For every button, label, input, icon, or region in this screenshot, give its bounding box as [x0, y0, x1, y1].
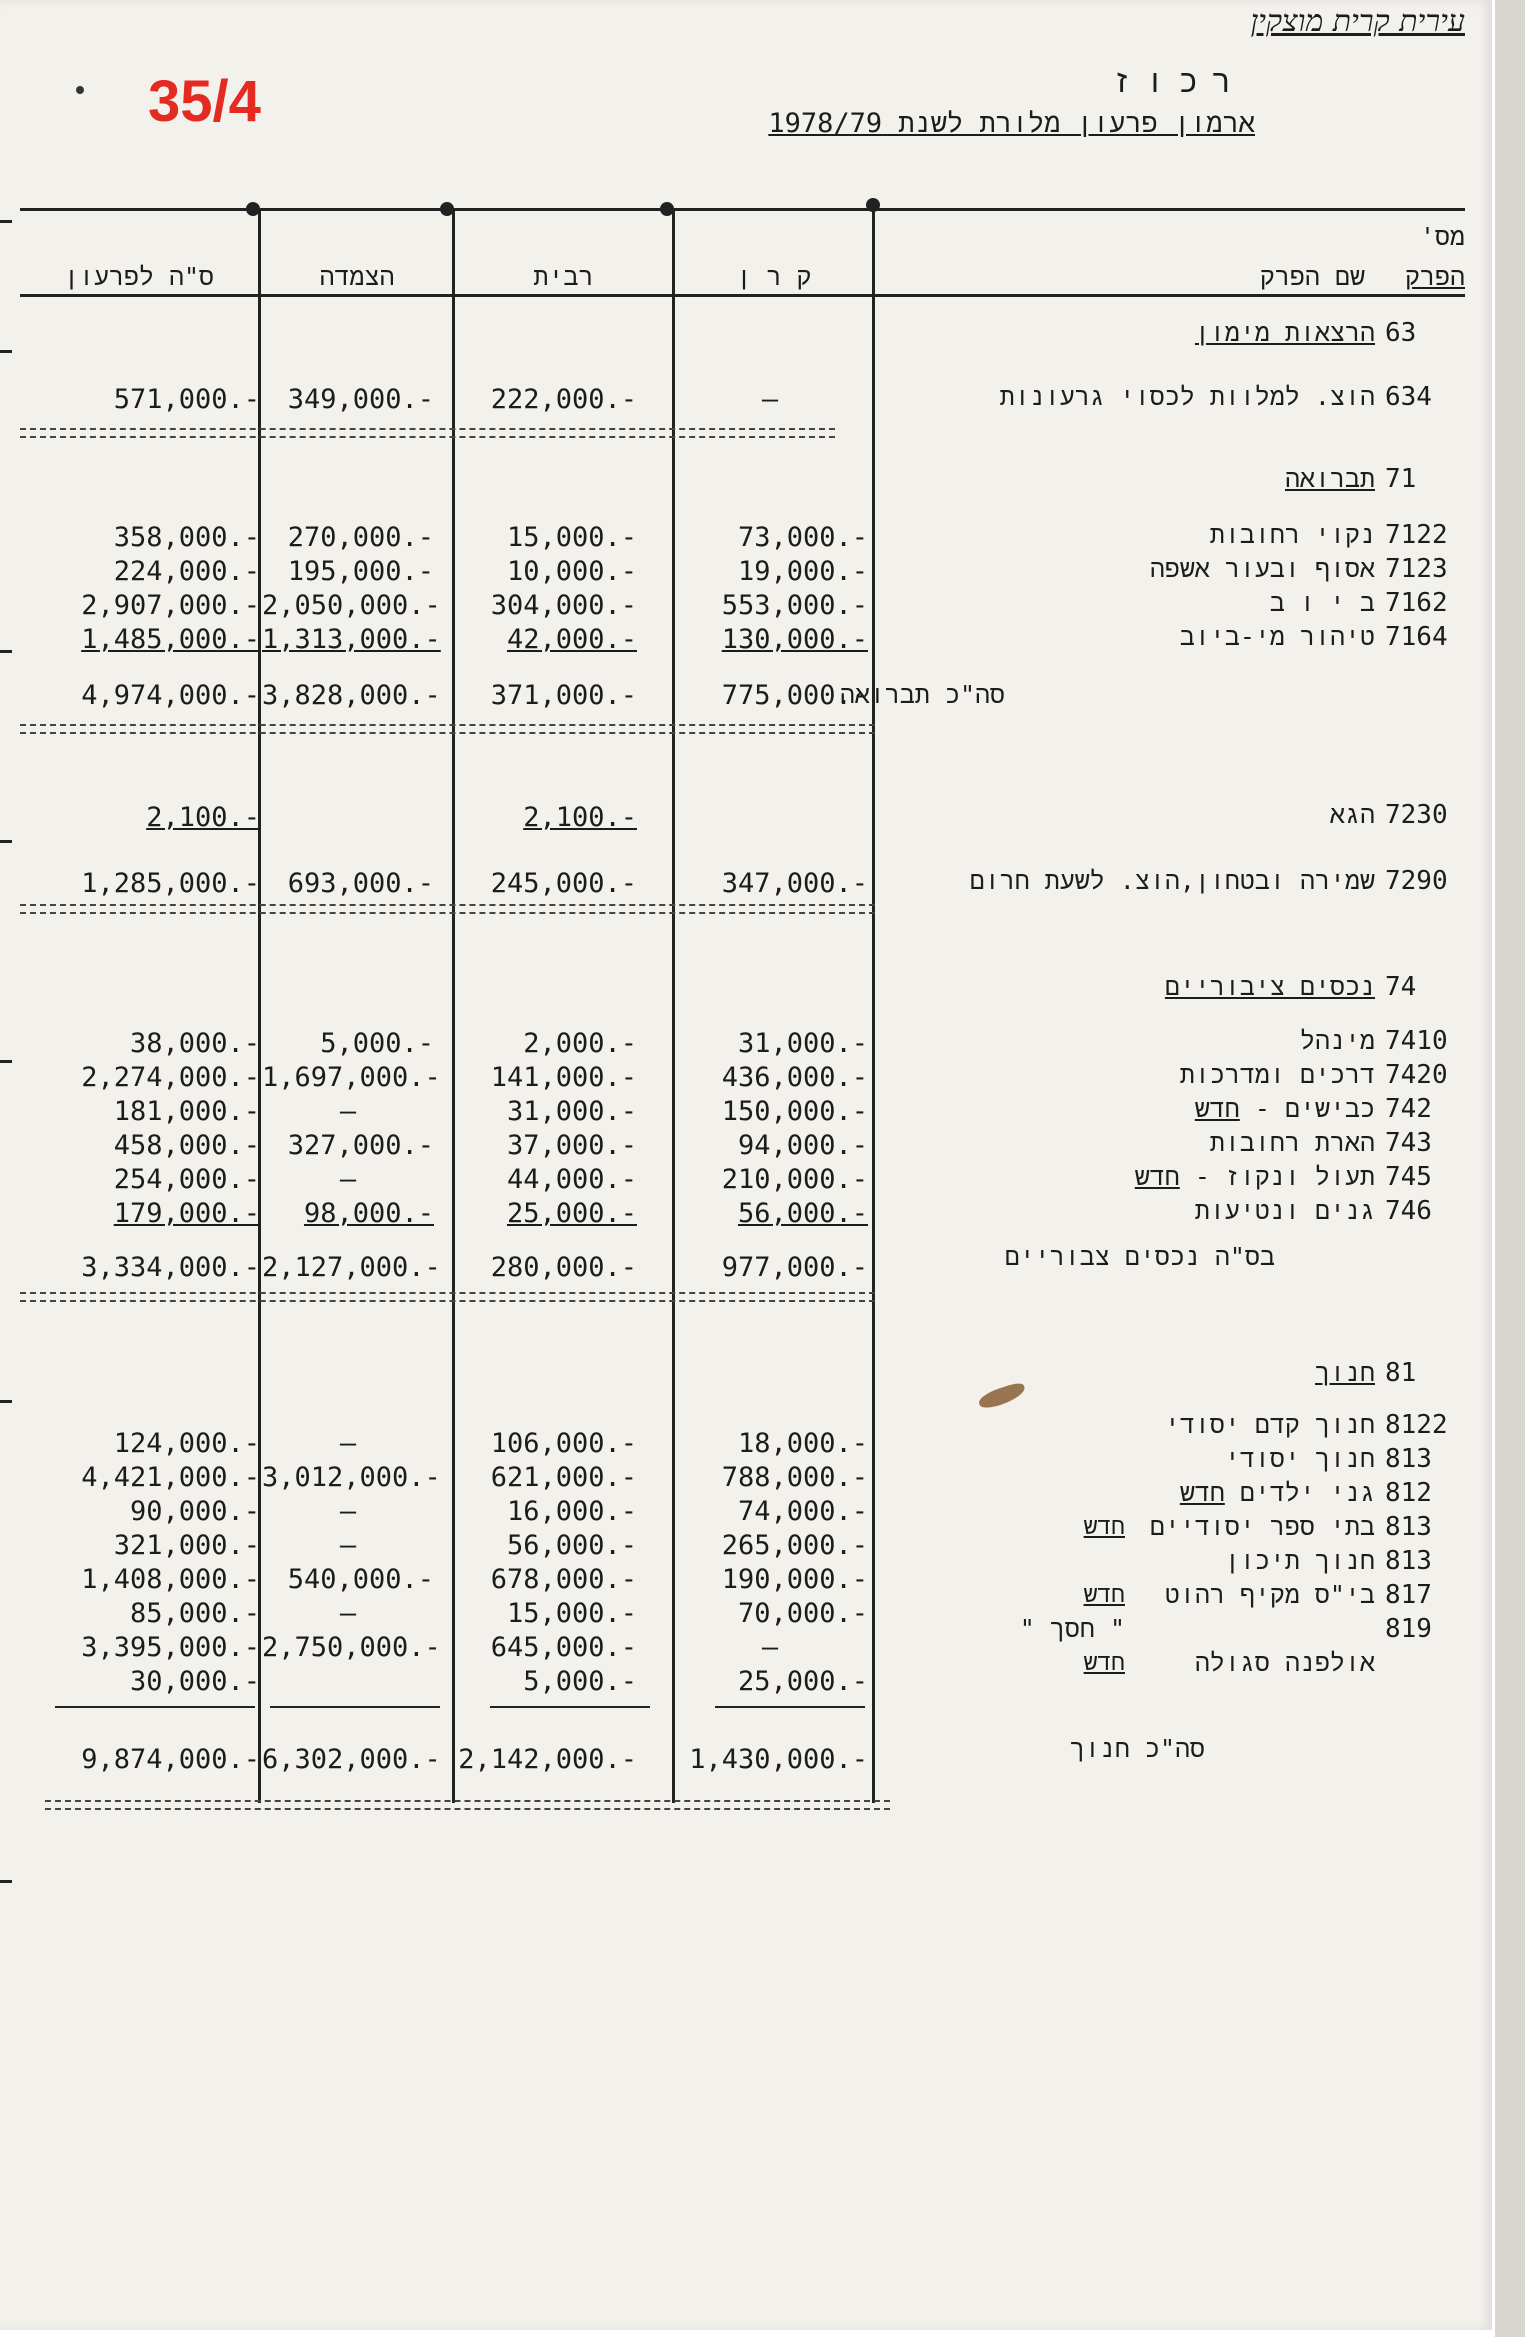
double-rule — [20, 904, 875, 914]
row-code: 813 — [1385, 1546, 1432, 1576]
header-bottom-rule — [20, 294, 1465, 297]
binding-mark — [0, 350, 12, 353]
row-code: 743 — [1385, 1128, 1432, 1158]
cell-principal: 210,000.- — [721, 1164, 868, 1195]
cell-attached: 270,000.- — [287, 522, 434, 553]
section-title: הרצאות מימון — [1194, 318, 1375, 347]
row-code: 63 — [1385, 318, 1417, 348]
row-name: הגא — [1329, 800, 1375, 829]
cell-interest: 42,000.- — [506, 624, 637, 655]
cell-total: 3,334,000.- — [81, 1252, 260, 1283]
cell-interest: 106,000.- — [490, 1428, 637, 1459]
row-code: 812 — [1385, 1478, 1432, 1508]
cell-total: 1,408,000.- — [81, 1564, 260, 1595]
cell-total: 4,974,000.- — [81, 680, 260, 711]
cell-total: 2,907,000.- — [81, 590, 260, 621]
cell-attached: 1,313,000.- — [262, 624, 441, 655]
row-code: 817 — [1385, 1580, 1432, 1610]
row-code: 71 — [1385, 464, 1417, 494]
cell-principal: 788,000.- — [721, 1462, 868, 1493]
cell-principal: 18,000.- — [737, 1428, 868, 1459]
cell-attached: 3,828,000.- — [262, 680, 441, 711]
cell-attached: 2,750,000.- — [262, 1632, 441, 1663]
row-name — [1195, 1094, 1375, 1125]
cell-principal: 553,000.- — [721, 590, 868, 621]
subtotal-label: סה"כ חנוך — [1069, 1734, 1205, 1763]
cell-total: 38,000.- — [129, 1028, 260, 1059]
cell-total: 9,874,000.- — [81, 1744, 260, 1775]
cell-interest: 141,000.- — [490, 1062, 637, 1093]
sum-rule — [490, 1706, 650, 1708]
subtotal-label: בס"ה נכסים צבוריים — [1004, 1242, 1275, 1271]
row-code: 7290 — [1385, 866, 1448, 896]
divider-knob — [246, 202, 260, 216]
row-name: הארת רחובות — [1209, 1128, 1375, 1157]
cell-total: 458,000.- — [113, 1130, 260, 1161]
cell-interest: 10,000.- — [506, 556, 637, 587]
row-name: הוצ. למלוות לכסוי גרעונות — [999, 382, 1375, 411]
cell-principal: 775,000.- — [721, 680, 868, 711]
cell-principal: 19,000.- — [737, 556, 868, 587]
divider-knob — [866, 198, 880, 212]
cell-attached: 349,000.- — [287, 384, 434, 415]
cell-interest: 304,000.- — [490, 590, 637, 621]
cell-principal: — — [761, 384, 779, 415]
cell-total: 30,000.- — [129, 1666, 260, 1697]
row-name: אסוף ובעור אשפה — [1149, 554, 1375, 583]
cell-principal: 1,430,000.- — [689, 1744, 868, 1775]
cell-interest: 2,100.- — [523, 802, 637, 833]
sum-rule — [55, 1706, 255, 1708]
cell-total: 321,000.- — [113, 1530, 260, 1561]
cell-attached: 6,302,000.- — [262, 1744, 441, 1775]
section-title: תברואה — [1284, 464, 1375, 493]
row-code: 7410 — [1385, 1026, 1448, 1056]
row-name: ב י ו ב — [1269, 588, 1375, 617]
cell-interest: 371,000.- — [490, 680, 637, 711]
new-marker: חדש — [1179, 1478, 1225, 1507]
cell-attached: 693,000.- — [287, 868, 434, 899]
cell-interest: 280,000.- — [490, 1252, 637, 1283]
binding-mark — [0, 1400, 12, 1403]
cell-total: 124,000.- — [113, 1428, 260, 1459]
binding-mark — [0, 1880, 12, 1883]
folio-stamp: 35/4 — [148, 69, 261, 134]
row-name: דרכים ומדרכות — [1179, 1060, 1375, 1089]
cell-principal: 190,000.- — [721, 1564, 868, 1595]
cell-principal: 94,000.- — [737, 1130, 868, 1161]
cell-total: 1,485,000.- — [81, 624, 260, 655]
cell-interest: 56,000.- — [506, 1530, 637, 1561]
double-rule — [45, 1800, 890, 1810]
cell-interest: 16,000.- — [506, 1496, 637, 1527]
cell-principal: 150,000.- — [721, 1096, 868, 1127]
cell-total: 254,000.- — [113, 1164, 260, 1195]
row-name: טיהור מי-ביוב — [1179, 622, 1375, 651]
cell-principal: 74,000.- — [737, 1496, 868, 1527]
table-top-rule — [20, 208, 1465, 211]
cell-attached: 2,127,000.- — [262, 1252, 441, 1283]
cell-principal: 130,000.- — [721, 624, 868, 655]
cell-interest: 37,000.- — [506, 1130, 637, 1161]
cell-attached: — — [339, 1096, 357, 1127]
new-marker: חדש — [1083, 1514, 1125, 1540]
cell-total: 179,000.- — [113, 1198, 260, 1229]
row-code: 7230 — [1385, 800, 1448, 830]
cell-interest: 5,000.- — [523, 1666, 637, 1697]
cell-principal: 25,000.- — [737, 1666, 868, 1697]
double-rule — [20, 428, 835, 438]
row-code: 7162 — [1385, 588, 1448, 618]
page-edge-shadow — [1495, 0, 1525, 2337]
binding-mark — [0, 840, 12, 843]
row-name: " חסך " — [1019, 1614, 1125, 1643]
header-total: ס"ה לפרעון — [63, 262, 215, 291]
cell-attached: 98,000.- — [303, 1198, 434, 1229]
divider-knob — [440, 202, 454, 216]
row-code: 7164 — [1385, 622, 1448, 652]
row-name: נקוי רחובות — [1209, 520, 1375, 549]
row-name: שמירה ובטחון,הוצ. לשעת חרום — [969, 866, 1375, 895]
cell-principal: 436,000.- — [721, 1062, 868, 1093]
cell-attached: 5,000.- — [320, 1028, 434, 1059]
row-code: 81 — [1385, 1358, 1417, 1388]
cell-attached: 1,697,000.- — [262, 1062, 441, 1093]
cell-principal: 347,000.- — [721, 868, 868, 899]
row-name: בי"ס מקיף רהוט — [1164, 1580, 1375, 1609]
cell-attached: 195,000.- — [287, 556, 434, 587]
row-code: 7420 — [1385, 1060, 1448, 1090]
row-code: 813 — [1385, 1512, 1432, 1542]
cell-principal: 977,000.- — [721, 1252, 868, 1283]
cell-attached: 3,012,000.- — [262, 1462, 441, 1493]
cell-interest: 15,000.- — [506, 522, 637, 553]
row-name: אולפנה סגולה — [1194, 1648, 1375, 1677]
row-name — [1180, 1478, 1375, 1509]
cell-interest: 25,000.- — [506, 1198, 637, 1229]
cell-total: 571,000.- — [113, 384, 260, 415]
cell-total: 85,000.- — [129, 1598, 260, 1629]
cell-interest: 621,000.- — [490, 1462, 637, 1493]
cell-interest: 245,000.- — [490, 868, 637, 899]
subtotal-label: סה"כ תברואה — [839, 680, 1005, 709]
cell-principal: 73,000.- — [737, 522, 868, 553]
section-title: חנוך — [1314, 1358, 1375, 1387]
new-marker: חדש — [1083, 1582, 1125, 1608]
column-divider — [872, 208, 875, 1803]
document-subtitle: ארמון פרעון מלורת לשנת 1978/79 — [768, 108, 1255, 139]
cell-total: 90,000.- — [129, 1496, 260, 1527]
header-name: שם הפרק — [1259, 262, 1365, 291]
punch-dot — [76, 86, 84, 94]
cell-interest: 15,000.- — [506, 1598, 637, 1629]
cell-attached: 540,000.- — [287, 1564, 434, 1595]
cell-total: 2,274,000.- — [81, 1062, 260, 1093]
cell-interest: 678,000.- — [490, 1564, 637, 1595]
cell-interest: 645,000.- — [490, 1632, 637, 1663]
new-marker: חדש — [1083, 1650, 1125, 1676]
row-code: 8122 — [1385, 1410, 1448, 1440]
header-interest: רבית — [533, 262, 594, 291]
row-code: 745 — [1385, 1162, 1432, 1192]
row-code: 813 — [1385, 1444, 1432, 1474]
row-name — [1135, 1162, 1375, 1193]
header-code-top: מס' — [1419, 222, 1465, 251]
cell-total: 1,285,000.- — [81, 868, 260, 899]
row-name-text: תעול ונקוז - — [1194, 1162, 1375, 1191]
cell-attached: — — [339, 1428, 357, 1459]
cell-interest: 31,000.- — [506, 1096, 637, 1127]
header-attached: הצמדה — [319, 262, 395, 291]
row-code: 7123 — [1385, 554, 1448, 584]
sum-rule — [270, 1706, 440, 1708]
municipality-heading: עירית קרית מוצקין — [1250, 4, 1465, 39]
cell-attached: 2,050,000.- — [262, 590, 441, 621]
cell-total: 224,000.- — [113, 556, 260, 587]
cell-attached: 327,000.- — [287, 1130, 434, 1161]
double-rule — [20, 724, 875, 734]
cell-total: 358,000.- — [113, 522, 260, 553]
cell-principal: — — [761, 1632, 779, 1663]
row-name: חנוך יסודי — [1224, 1444, 1375, 1473]
row-code: 74 — [1385, 972, 1417, 1002]
sum-rule — [715, 1706, 865, 1708]
row-code: 746 — [1385, 1196, 1432, 1226]
new-marker: חדש — [1194, 1094, 1240, 1123]
row-name: חנוך תיכון — [1224, 1546, 1375, 1575]
binding-mark — [0, 650, 12, 653]
cell-total: 4,421,000.- — [81, 1462, 260, 1493]
cell-total: 3,395,000.- — [81, 1632, 260, 1663]
row-code: 819 — [1385, 1614, 1432, 1644]
row-name-text: גני ילדים — [1239, 1478, 1375, 1507]
divider-knob — [660, 202, 674, 216]
cell-principal: 31,000.- — [737, 1028, 868, 1059]
cell-total: 181,000.- — [113, 1096, 260, 1127]
row-name: בתי ספר יסודיים — [1149, 1512, 1375, 1541]
cell-principal: 56,000.- — [737, 1198, 868, 1229]
cell-interest: 2,000.- — [523, 1028, 637, 1059]
row-code: 634 — [1385, 382, 1432, 412]
row-name: חנוך קדם יסודי — [1164, 1410, 1375, 1439]
cell-attached: — — [339, 1530, 357, 1561]
cell-interest: 44,000.- — [506, 1164, 637, 1195]
double-rule — [20, 1292, 875, 1302]
cell-interest: 222,000.- — [490, 384, 637, 415]
cell-interest: 2,142,000.- — [458, 1744, 637, 1775]
header-code: הפרק — [1404, 262, 1465, 291]
binding-mark — [0, 220, 12, 223]
department-heading: רכוז — [1112, 62, 1245, 100]
cell-attached: — — [339, 1598, 357, 1629]
cell-attached: — — [339, 1164, 357, 1195]
new-marker: חדש — [1134, 1162, 1180, 1191]
row-name: גנים ונטיעות — [1194, 1196, 1375, 1225]
row-code: 742 — [1385, 1094, 1432, 1124]
cell-total: 2,100.- — [146, 802, 260, 833]
cell-attached: — — [339, 1496, 357, 1527]
header-principal: ק ר ן — [736, 262, 812, 291]
row-name-text: כבישים - — [1254, 1094, 1375, 1123]
row-code: 7122 — [1385, 520, 1448, 550]
row-name: מינהל — [1299, 1026, 1375, 1055]
cell-principal: 70,000.- — [737, 1598, 868, 1629]
section-title: נכסים ציבוריים — [1164, 972, 1375, 1001]
binding-mark — [0, 1060, 12, 1063]
cell-principal: 265,000.- — [721, 1530, 868, 1561]
